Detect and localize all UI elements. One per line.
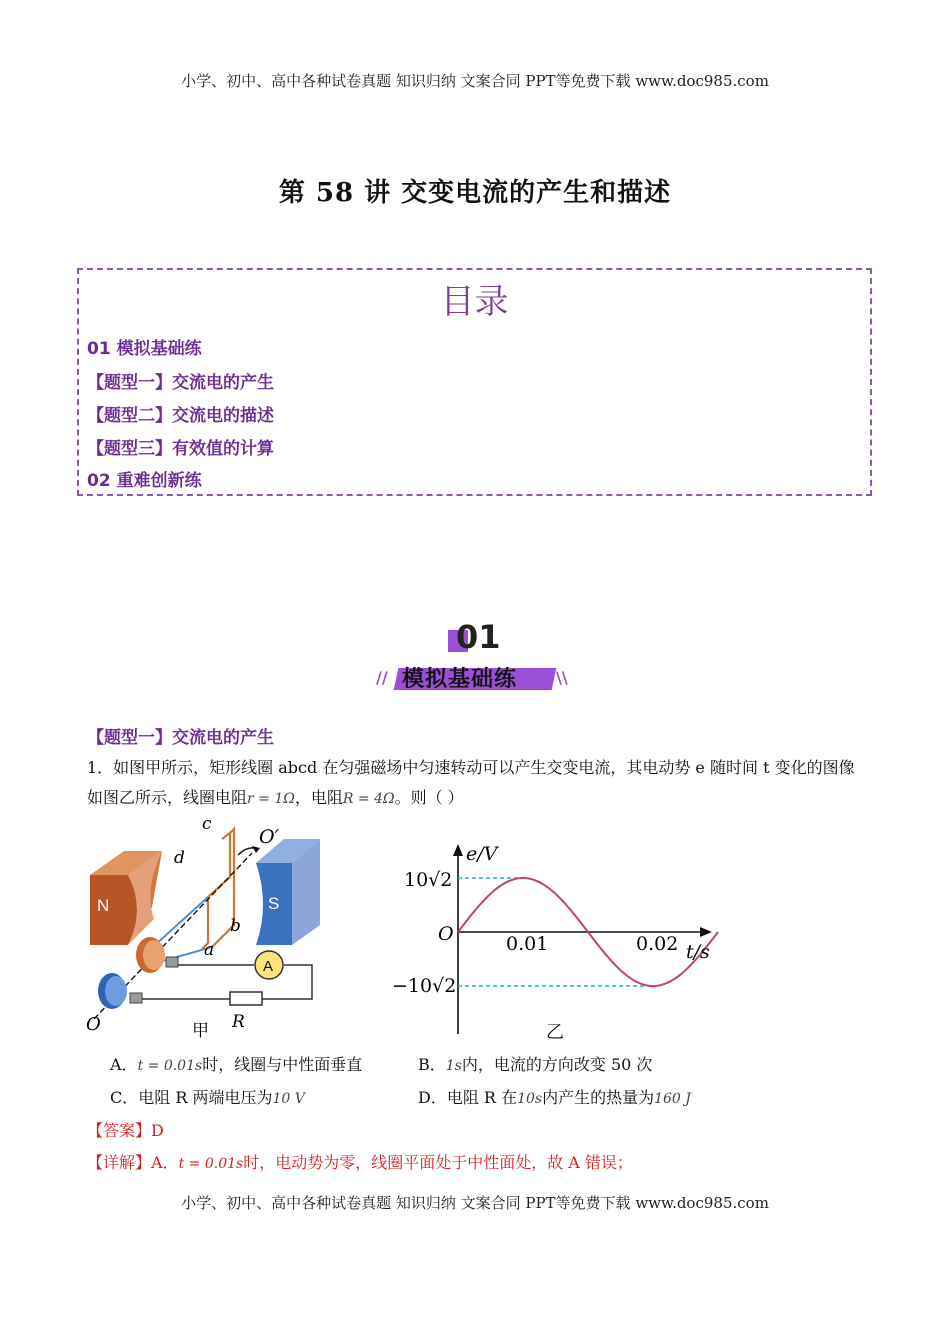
toc-heading: 目录: [440, 282, 509, 322]
page-header-note: 小学、初中、高中各种试卷真题 知识归纳 文案合同 PPT等免费下载 www.doc985.com: [181, 72, 769, 90]
x-axis-arrow: [700, 927, 712, 937]
label-o-prime: O′: [259, 826, 279, 848]
section-number: 01: [456, 618, 501, 656]
detail-text: 时，电动势为零，线圈平面处于中性面处，故 A 错误；: [243, 1153, 633, 1172]
question-type-heading: 【题型一】交流电的产生: [87, 728, 274, 748]
toc-item-type-1[interactable]: 【题型一】交流电的产生: [87, 373, 274, 393]
option-c[interactable]: [110, 1085, 305, 1108]
answer-value: D: [151, 1121, 164, 1140]
load-resistance-expr: R = 4Ω: [342, 791, 395, 807]
detail-expr: t = 0.01s: [178, 1156, 244, 1172]
option-d-text-a: 电阻 R 在: [446, 1088, 518, 1107]
answer-label: 【答案】: [87, 1121, 152, 1140]
section-banner: [370, 618, 580, 698]
page-footer-note: 小学、初中、高中各种试卷真题 知识归纳 文案合同 PPT等免费下载 www.doc985.com: [181, 1194, 769, 1212]
table-of-contents: [77, 268, 872, 496]
toc-item-section-01[interactable]: 01 模拟基础练: [87, 339, 202, 359]
label-R: R: [232, 1012, 245, 1032]
resistor-R: [230, 992, 262, 1005]
question-line-2-part-b: ，电阻: [294, 788, 343, 807]
slip-ring-back-inner: [105, 976, 127, 1006]
y-tick-min: −10√2: [392, 975, 457, 997]
option-b-text: 内，电流的方向改变 50 次: [461, 1055, 653, 1074]
option-c-letter: C．: [110, 1088, 139, 1107]
slip-ring-front-inner: [143, 940, 165, 970]
option-c-expr: 10 V: [272, 1091, 305, 1107]
option-b-letter: B．: [418, 1055, 446, 1074]
x-tick-0.01: 0.01: [506, 933, 549, 955]
generator-diagram: [84, 815, 334, 1040]
y-axis-arrow: [453, 844, 463, 856]
label-a: a: [204, 940, 215, 960]
lecture-title: 第 58 讲 交变电流的产生和描述: [278, 178, 672, 208]
option-d-text-b: 内产生的热量为: [542, 1088, 655, 1107]
option-b-expr: 1s: [445, 1058, 462, 1074]
banner-slash-right: \\: [556, 668, 568, 687]
option-b[interactable]: [418, 1052, 652, 1075]
y-tick-max: 10√2: [404, 869, 453, 891]
question-line-2: [87, 785, 877, 812]
label-c: c: [202, 815, 212, 834]
question-line-1: 1．如图甲所示，矩形线圈 abcd 在匀强磁场中匀速转动可以产生交变电流，其电动势 e 随时间 t 变化的图像: [87, 758, 855, 777]
figure-caption-jia: 甲: [192, 1021, 209, 1040]
question-line-2-part-c: 。则（ ）: [394, 788, 464, 807]
x-tick-0.02: 0.02: [636, 933, 679, 955]
toc-item-section-02[interactable]: 02 重难创新练: [87, 471, 202, 491]
s-pole-label: S: [268, 894, 280, 913]
banner-slash-left: //: [376, 668, 388, 687]
x-axis-label: t/s: [686, 941, 710, 963]
brush-a: [166, 957, 178, 967]
detail-prefix: A．: [151, 1153, 179, 1172]
option-a-expr: t = 0.01s: [137, 1058, 203, 1074]
origin-label: O: [438, 923, 454, 945]
label-d: d: [174, 848, 185, 868]
detail-label: 【详解】: [87, 1153, 152, 1172]
answer-line: [87, 1118, 164, 1141]
figure-caption-yi: 乙: [546, 1022, 564, 1043]
option-d-expr-heat: 160 J: [654, 1091, 691, 1107]
toc-item-type-2[interactable]: 【题型二】交流电的描述: [87, 406, 274, 426]
option-a[interactable]: [110, 1052, 362, 1075]
label-b: b: [230, 916, 241, 936]
detail-line: [87, 1150, 633, 1173]
coil-resistance-expr: r = 1Ω: [247, 791, 295, 807]
question-line-2-part-a: 如图乙所示，线圈电阻: [87, 788, 248, 807]
n-pole-label: N: [97, 896, 110, 915]
ammeter-label: A: [263, 958, 274, 975]
brush-b: [130, 993, 142, 1003]
y-axis-label: e/V: [466, 843, 498, 865]
emf-time-chart: [390, 838, 730, 1040]
option-d-letter: D．: [418, 1088, 447, 1107]
option-c-text: 电阻 R 两端电压为: [138, 1088, 273, 1107]
option-a-letter: A．: [110, 1055, 138, 1074]
option-a-text: 时，线圈与中性面垂直: [202, 1055, 363, 1074]
label-o: O: [86, 1014, 101, 1035]
toc-item-type-3[interactable]: 【题型三】有效值的计算: [87, 439, 274, 459]
option-d-expr-time: 10s: [517, 1091, 543, 1107]
section-title: 模拟基础练: [402, 667, 518, 692]
option-d[interactable]: [418, 1085, 691, 1108]
